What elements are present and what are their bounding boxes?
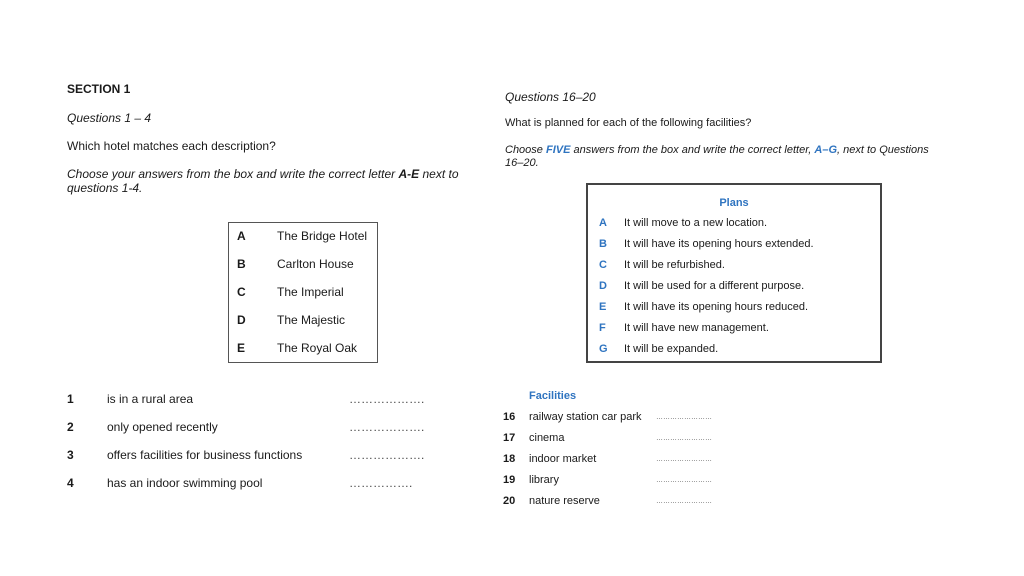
hotel-letter: E <box>237 341 246 355</box>
answer-blank[interactable]: …………………… <box>656 456 712 463</box>
questions-range-right: Questions 16–20 <box>505 90 596 104</box>
instruction-right-prefix: Choose <box>505 144 546 156</box>
instruction-left-line2: questions 1-4. <box>67 181 143 195</box>
plan-text: It will move to a new location. <box>624 217 768 229</box>
instruction-left-letters: A-E <box>398 167 420 181</box>
question-text: is in a rural area <box>107 392 194 406</box>
facility-text: cinema <box>529 432 565 444</box>
instruction-left <box>67 167 487 195</box>
plan-letter: G <box>599 343 608 355</box>
facility-text: indoor market <box>529 453 597 465</box>
answer-blank[interactable]: …………………… <box>656 414 712 421</box>
plan-text: It will have new management. <box>624 322 769 334</box>
facility-number: 20 <box>503 495 516 507</box>
prompt-right: What is planned for each of the following facilities? <box>505 117 752 129</box>
plan-text: It will be used for a different purpose. <box>624 280 805 292</box>
facility-text: library <box>529 474 559 486</box>
instruction-right-five: FIVE <box>545 144 571 156</box>
question-text: has an indoor swimming pool <box>107 476 263 490</box>
instruction-right-line2: 16–20. <box>505 157 539 169</box>
plan-text: It will have its opening hours extended. <box>624 238 814 250</box>
hotel-options-box <box>228 222 378 363</box>
question-number: 2 <box>67 420 74 434</box>
facility-text: nature reserve <box>529 495 600 507</box>
instruction-right-letters: A–G <box>814 144 838 156</box>
answer-blank[interactable]: …………………… <box>656 435 712 442</box>
prompt-left: Which hotel matches each description? <box>67 139 276 153</box>
hotel-name: Carlton House <box>277 257 354 271</box>
question-text: offers facilities for business functions <box>107 448 303 462</box>
plans-options-box <box>586 183 882 363</box>
hotel-letter: B <box>237 257 246 271</box>
facility-text: railway station car park <box>529 411 642 423</box>
instruction-left-suffix: next to <box>419 167 459 181</box>
plan-text: It will be expanded. <box>624 343 719 355</box>
plan-text: It will have its opening hours reduced. <box>624 301 809 313</box>
hotel-name: The Royal Oak <box>277 341 358 355</box>
plan-letter: C <box>599 259 607 271</box>
answer-blank[interactable]: ………………. <box>349 448 425 462</box>
hotel-name: The Imperial <box>277 285 344 299</box>
answer-blank[interactable]: …………………… <box>656 498 712 505</box>
facility-number: 17 <box>503 432 516 444</box>
facilities-title: Facilities <box>529 390 577 402</box>
plan-text: It will be refurbished. <box>624 259 725 271</box>
plan-letter: D <box>599 280 607 292</box>
plan-letter: A <box>599 217 607 229</box>
instruction-right <box>505 144 975 170</box>
question-number: 3 <box>67 448 74 462</box>
facility-number: 19 <box>503 474 516 486</box>
hotel-name: The Bridge Hotel <box>277 229 368 243</box>
plan-letter: F <box>599 322 606 334</box>
section-title: SECTION 1 <box>67 82 131 96</box>
hotel-letter: D <box>237 313 246 327</box>
facility-number: 18 <box>503 453 516 465</box>
question-number: 4 <box>67 476 74 490</box>
questions-range-left: Questions 1 – 4 <box>67 111 152 125</box>
hotel-letter: A <box>237 229 246 243</box>
plan-letter: E <box>599 301 607 313</box>
instruction-right-mid: answers from the box and write the correct letter, <box>570 144 815 156</box>
question-text: only opened recently <box>107 420 218 434</box>
plan-letter: B <box>599 238 607 250</box>
question-number: 1 <box>67 392 74 406</box>
answer-blank[interactable]: …………………… <box>656 477 712 484</box>
instruction-left-prefix: Choose your answers from the box and write the correct letter <box>67 167 399 181</box>
answer-blank[interactable]: ………………. <box>349 420 425 434</box>
plans-title: Plans <box>719 197 749 209</box>
instruction-right-suffix: , next to Questions <box>837 144 929 156</box>
hotel-name: The Majestic <box>277 313 346 327</box>
facility-number: 16 <box>503 411 516 423</box>
hotel-letter: C <box>237 285 246 299</box>
answer-blank[interactable]: ………………. <box>349 392 425 406</box>
answer-blank[interactable]: ……………. <box>349 476 413 490</box>
